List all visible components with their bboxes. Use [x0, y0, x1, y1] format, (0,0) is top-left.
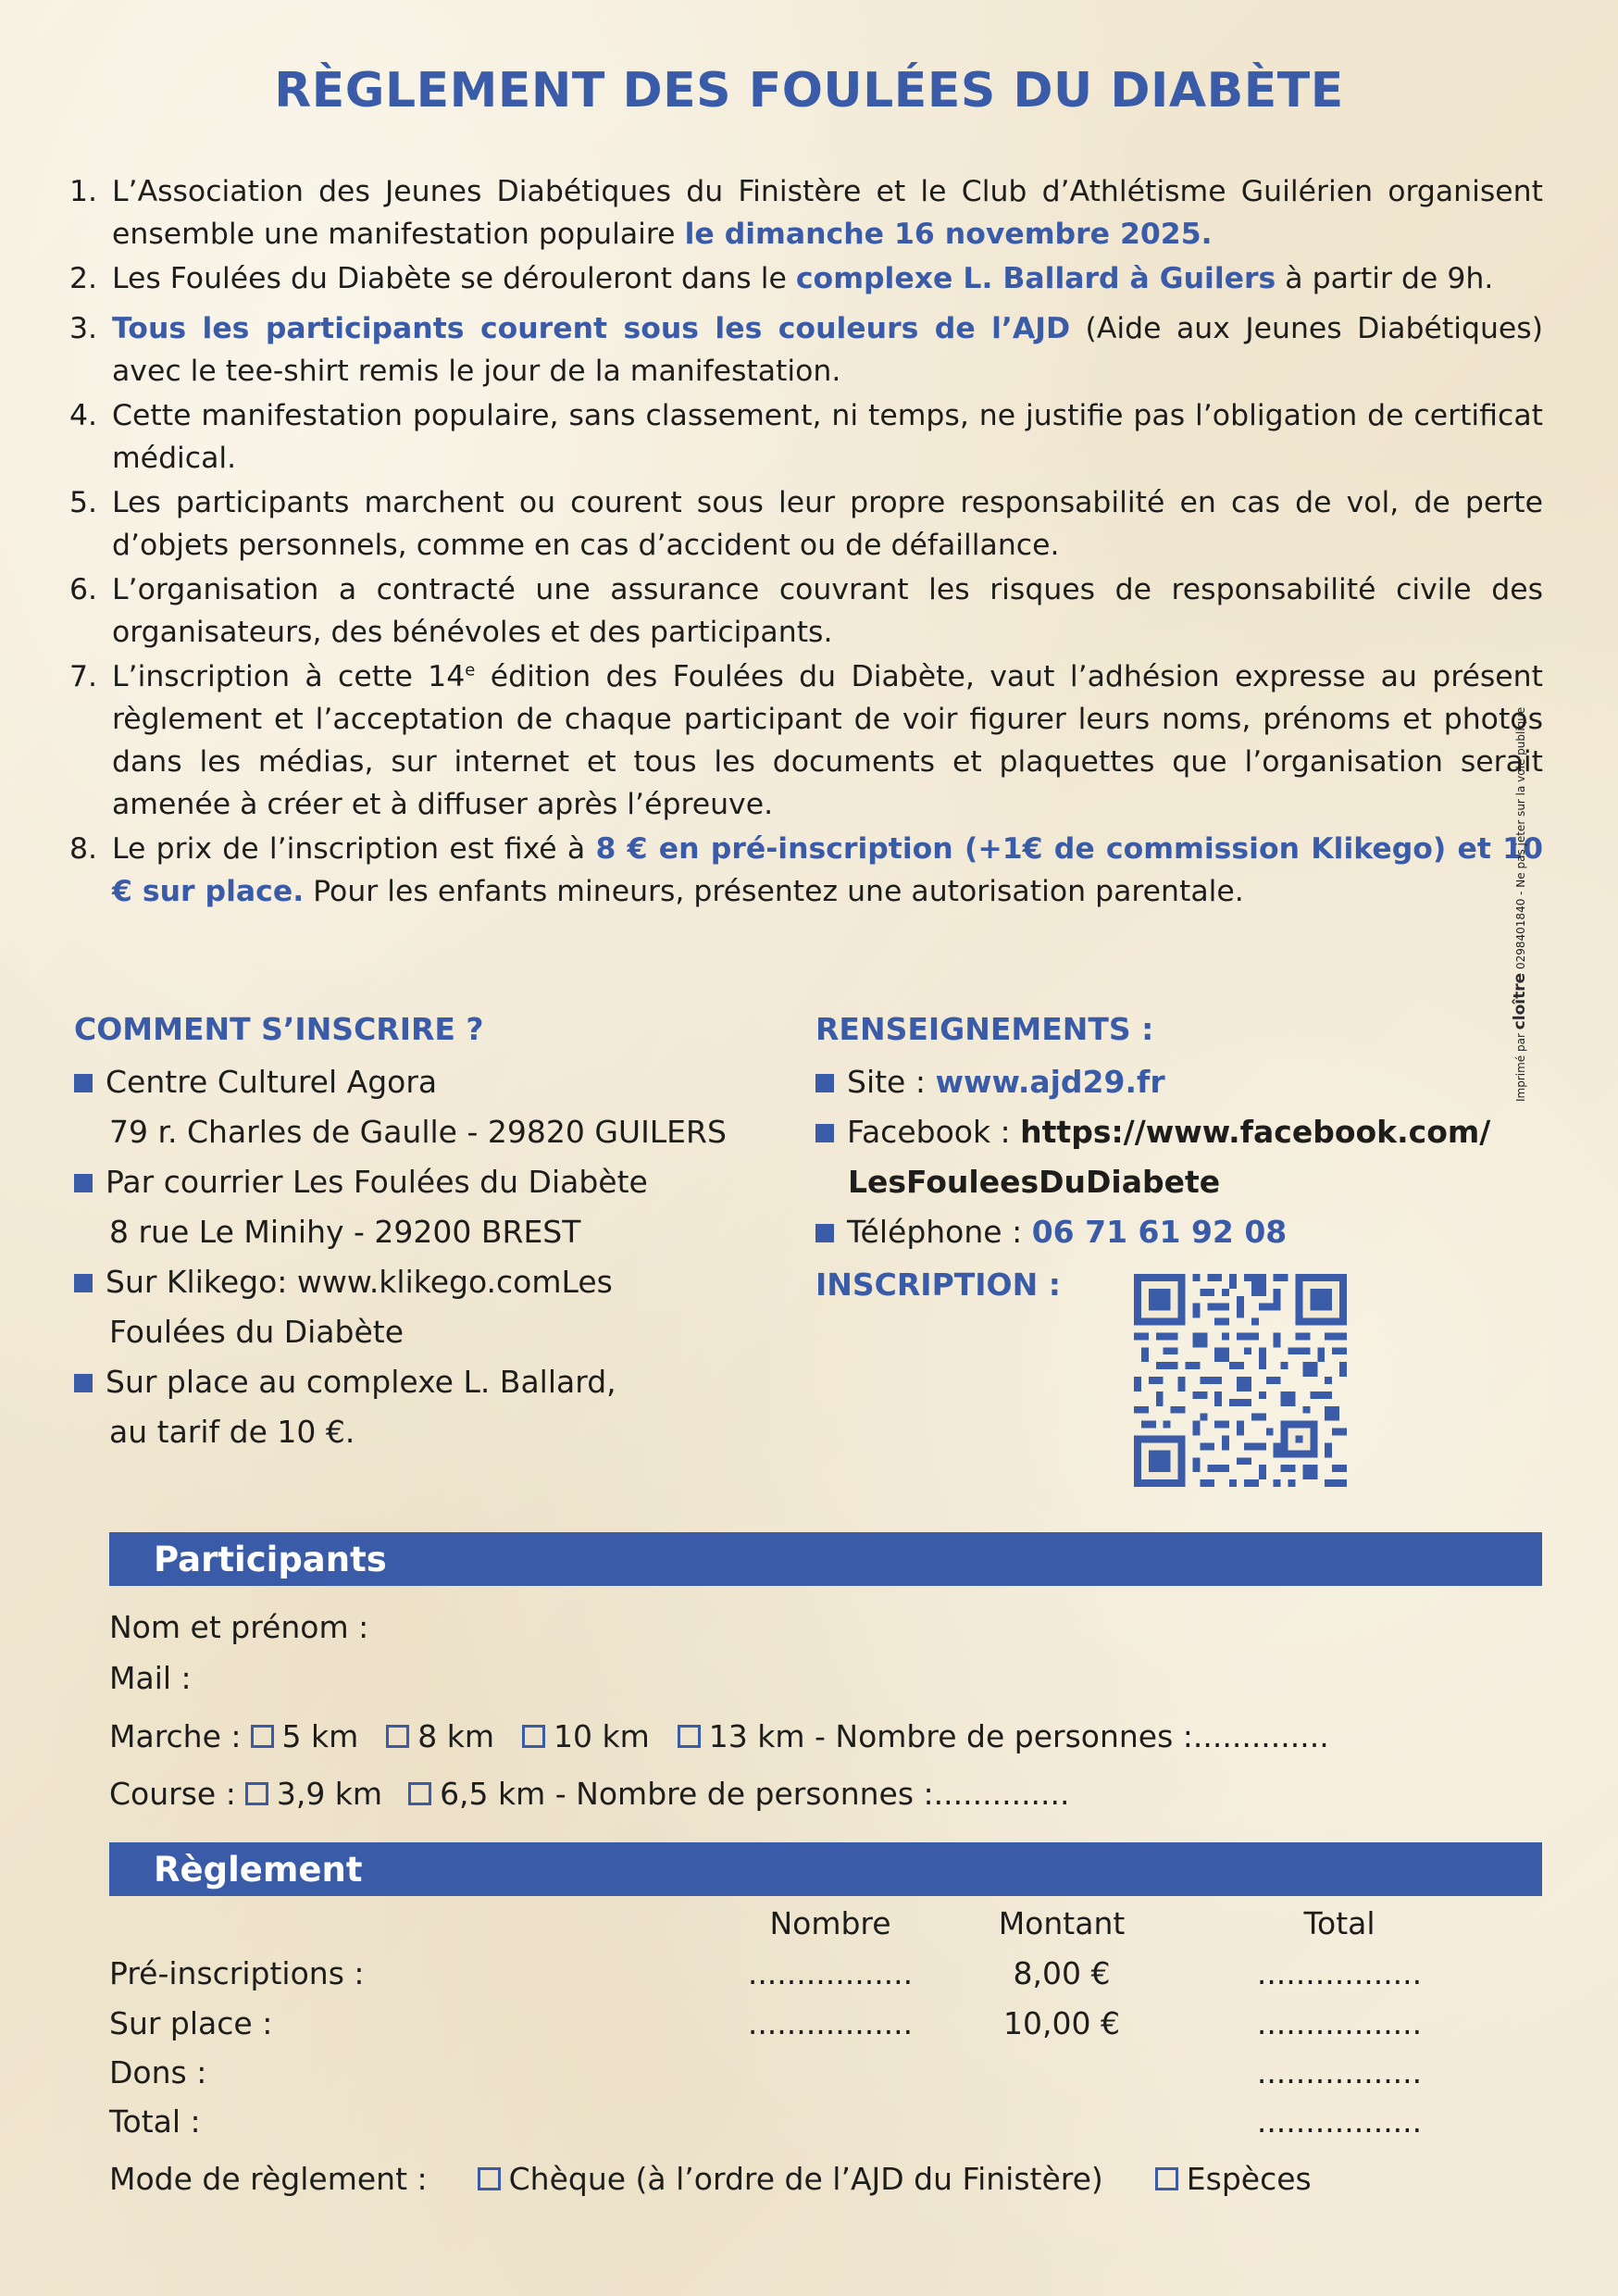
printer-prefix: Imprimé par	[1514, 1029, 1527, 1102]
rule-item	[69, 394, 1543, 480]
rule-number: 1.	[69, 175, 98, 208]
row-label: Sur place :	[109, 2005, 273, 2041]
rules-list	[69, 170, 1543, 915]
checkbox-cheque[interactable]	[478, 2167, 501, 2190]
col-nombre-header: Nombre	[769, 1905, 891, 1941]
checkbox-marche-8km[interactable]	[386, 1725, 409, 1748]
facebook-link[interactable]: https://www.facebook.com/	[1020, 1114, 1491, 1150]
inscrire-line: Centre Culturel Agora	[106, 1064, 438, 1100]
option-label: Espèces	[1186, 2161, 1312, 2197]
option-label: 10 km	[554, 1718, 650, 1754]
site-label: Site :	[847, 1064, 936, 1100]
facebook-link-2[interactable]: LesFouleesDuDiabete	[848, 1164, 1221, 1200]
option-label: 6,5 km	[440, 1776, 546, 1812]
printer-credit	[1511, 706, 1538, 1102]
participants-heading: Participants	[154, 1540, 387, 1579]
rule-number: 4.	[69, 399, 98, 432]
page-title: RÈGLEMENT DES FOULÉES DU DIABÈTE	[274, 63, 1344, 119]
checkbox-especes[interactable]	[1155, 2167, 1178, 2190]
total-field[interactable]: .................	[1256, 2054, 1423, 2090]
rule-number: 6.	[69, 573, 98, 606]
phone-value: 06 71 61 92 08	[1031, 1214, 1288, 1250]
nombre-field[interactable]: .................	[747, 2005, 914, 2041]
inscrire-line-2: 79 r. Charles de Gaulle - 29820 GUILERS	[109, 1114, 727, 1150]
facebook-label: Facebook :	[847, 1114, 1021, 1150]
rule-text: L’organisation a contracté une assurance couvrant les risques de responsabilité civile des organisateurs, des bénévoles et des participants.	[112, 573, 1543, 649]
rule-text-end: à partir de 9h.	[1276, 262, 1494, 295]
checkbox-marche-10km[interactable]	[522, 1725, 545, 1748]
marche-count-field[interactable]: - Nombre de personnes :..............	[804, 1718, 1329, 1754]
rule-text: L’inscription à cette 14	[112, 660, 466, 693]
square-bullet-icon	[74, 1374, 93, 1392]
checkbox-marche-13km[interactable]	[678, 1725, 701, 1748]
rule-text: Les Foulées du Diabète se dérouleront dans le	[112, 262, 796, 295]
mail-field-label[interactable]: Mail :	[109, 1660, 192, 1696]
square-bullet-icon	[74, 1074, 93, 1092]
inscrire-item	[74, 1264, 613, 1300]
phone-label: Téléphone :	[847, 1214, 1032, 1250]
rule-item	[69, 655, 1543, 826]
mode-label: Mode de règlement :	[109, 2161, 428, 2197]
name-field-label[interactable]: Nom et prénom :	[109, 1609, 369, 1645]
row-label: Dons :	[109, 2054, 207, 2090]
inscrire-line: Sur place au complexe L. Ballard,	[106, 1364, 616, 1400]
montant-value: 10,00 €	[1003, 2005, 1120, 2041]
rule-text: Le prix de l’inscription est fixé à	[112, 832, 596, 866]
option-label: 8 km	[417, 1718, 495, 1754]
row-label: Total :	[109, 2103, 201, 2140]
rule-number: 5.	[69, 486, 98, 519]
inscrire-line: Par courrier Les Foulées du Diabète	[106, 1164, 648, 1200]
rule-highlight: complexe L. Ballard à Guilers	[795, 262, 1276, 295]
printer-notice: - Ne pas jeter sur la voie publique	[1514, 706, 1527, 899]
rule-item	[69, 307, 1543, 393]
course-row	[109, 1776, 1070, 1812]
mode-row	[109, 2161, 1312, 2197]
rule-number: 2.	[69, 262, 98, 295]
checkbox-marche-5km[interactable]	[251, 1725, 274, 1748]
inscrire-item	[74, 1364, 616, 1400]
inscrire-item	[74, 1064, 437, 1100]
rule-item	[69, 481, 1543, 567]
total-field[interactable]: .................	[1256, 2005, 1423, 2041]
site-link[interactable]: www.ajd29.fr	[935, 1064, 1165, 1100]
printer-logo: cloître	[1511, 972, 1529, 1030]
marche-row	[109, 1718, 1329, 1754]
inscrire-line-2: au tarif de 10 €.	[109, 1414, 355, 1450]
inscrire-line-2: 8 rue Le Minihy - 29200 BREST	[109, 1214, 581, 1250]
square-bullet-icon	[74, 1174, 93, 1192]
rule-item	[69, 257, 1543, 300]
rule-number: 3.	[69, 312, 98, 345]
col-total-header: Total	[1303, 1905, 1375, 1941]
montant-value: 8,00 €	[1013, 1955, 1111, 1991]
square-bullet-icon	[815, 1224, 834, 1242]
site-line	[815, 1064, 1165, 1100]
nombre-field[interactable]: .................	[747, 1955, 914, 1991]
total-field[interactable]: .................	[1256, 2103, 1423, 2140]
total-field[interactable]: .................	[1256, 1955, 1423, 1991]
rule-item	[69, 170, 1543, 256]
inscription-heading: INSCRIPTION :	[815, 1267, 1061, 1303]
rule-item	[69, 568, 1543, 654]
square-bullet-icon	[815, 1074, 834, 1092]
rule-highlight: Tous les participants courent sous les couleurs de l’AJD	[112, 312, 1071, 345]
option-label: Chèque (à l’ordre de l’AJD du Finistère)	[508, 2161, 1103, 2197]
rule-number: 8.	[69, 832, 98, 866]
inscrire-line: Sur Klikego: www.klikego.comLes	[106, 1264, 613, 1300]
rule-text: Les participants marchent ou courent sous leur propre responsabilité en cas de vol, de perte d’objets personnels, comme en cas d’accident ou de défaillance.	[112, 486, 1543, 562]
phone-line	[815, 1214, 1287, 1250]
marche-label: Marche :	[109, 1718, 242, 1754]
rule-number: 7.	[69, 660, 98, 693]
rule-highlight: 8 € en pré-inscription (+1€ de commission Klikego) et 10 € sur place.	[112, 832, 1543, 908]
superscript: e	[465, 660, 476, 680]
option-label: 5 km	[281, 1718, 359, 1754]
course-label: Course :	[109, 1776, 236, 1812]
col-montant-header: Montant	[998, 1905, 1126, 1941]
reglement-bar	[109, 1842, 1542, 1896]
rule-text: L’Association des Jeunes Diabétiques du Finistère et le Club d’Athlétisme Guilérien organisent ensemble une manifestation populaire	[112, 175, 1543, 251]
participants-bar	[109, 1532, 1542, 1586]
inscrire-item	[74, 1164, 648, 1200]
rule-text: Cette manifestation populaire, sans classement, ni temps, ne justifie pas l’obligation de certificat médical.	[112, 399, 1543, 475]
square-bullet-icon	[815, 1124, 834, 1142]
rule-text-end: Pour les enfants mineurs, présentez une autorisation parentale.	[304, 875, 1244, 908]
checkbox-course-3-9km[interactable]	[245, 1782, 268, 1805]
renseignements-heading: RENSEIGNEMENTS :	[815, 1011, 1154, 1047]
reglement-heading: Règlement	[154, 1850, 363, 1890]
qr-code-icon[interactable]	[1134, 1274, 1347, 1487]
printer-phone: 0298401840	[1514, 898, 1527, 973]
inscrire-line-2: Foulées du Diabète	[109, 1314, 404, 1350]
row-label: Pré-inscriptions :	[109, 1955, 365, 1991]
course-count-field[interactable]: - Nombre de personnes :..............	[545, 1776, 1070, 1812]
rule-text-end: (Aide aux Jeunes Diabétiques) avec le tee-shirt remis le jour de la manifestation.	[112, 312, 1543, 388]
option-label: 3,9 km	[276, 1776, 383, 1812]
checkbox-course-6-5km[interactable]	[408, 1782, 431, 1805]
rule-item	[69, 828, 1543, 913]
option-label: 13 km	[708, 1718, 805, 1754]
rule-text-end: édition des Foulées du Diabète, vaut l’adhésion expresse au présent règlement et l’acceptation de chaque participant de voir figurer leurs noms, prénoms et photos dans les médias, sur internet et tous les documents et plaquettes que l’organisation serait amenée à créer et à diffuser après l’épreuve.	[112, 660, 1544, 821]
square-bullet-icon	[74, 1274, 93, 1292]
inscrire-heading: COMMENT S’INSCRIRE ?	[74, 1011, 484, 1047]
rule-highlight: le dimanche 16 novembre 2025.	[684, 218, 1213, 251]
facebook-line	[815, 1114, 1490, 1150]
